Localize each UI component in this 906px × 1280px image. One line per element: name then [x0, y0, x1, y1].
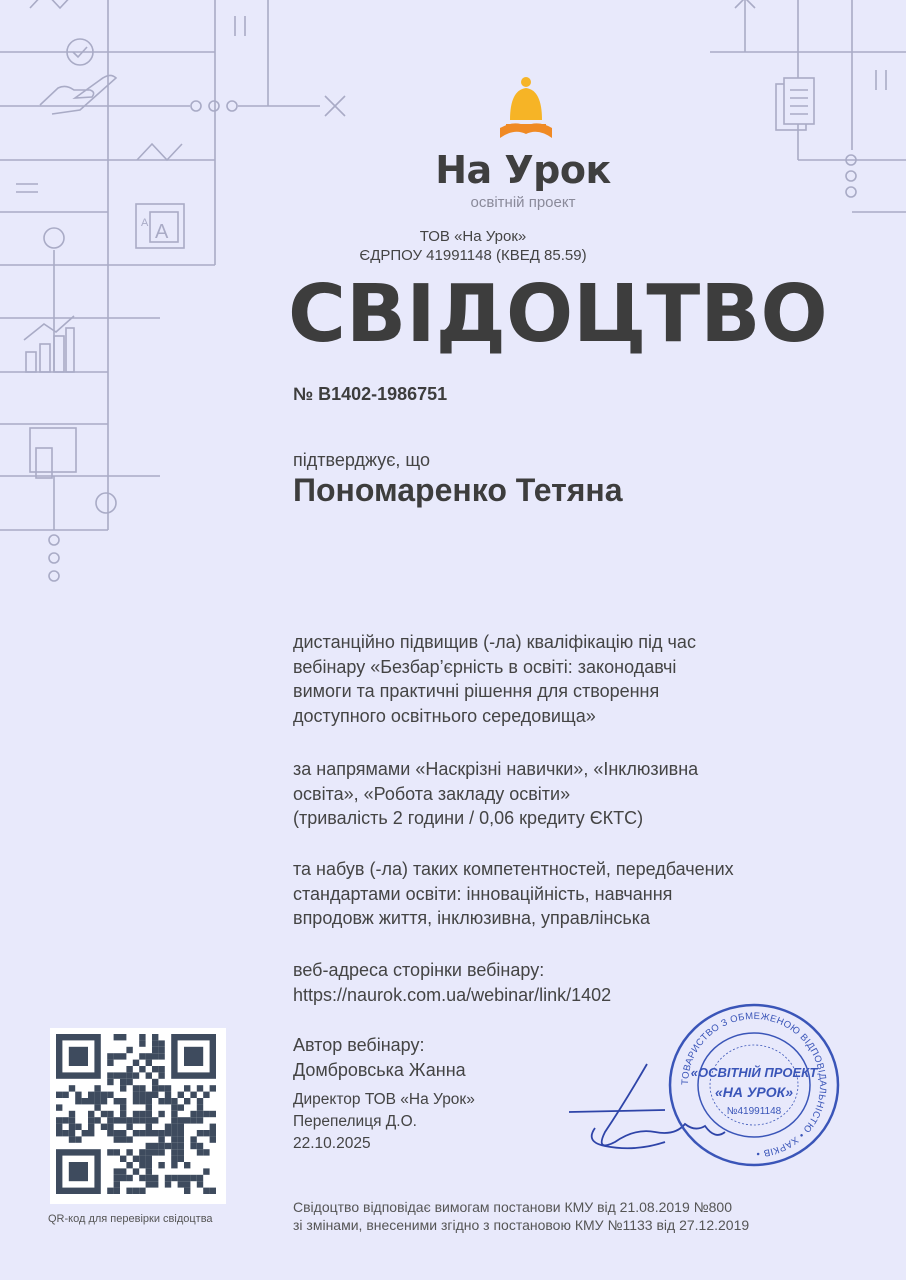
svg-text:A: A	[155, 221, 169, 243]
stamp-line1: «ОСВІТНІЙ ПРОЕКТ	[690, 1065, 818, 1080]
svg-text:A: A	[141, 217, 149, 229]
org-name: ТОВ «На Урок»	[419, 228, 527, 245]
certificate-title: СВІДОЦТВО	[288, 268, 828, 360]
director-label: Директор ТОВ «На Урок»	[293, 1091, 475, 1108]
stamp-code: №41991148	[726, 1106, 782, 1117]
competencies-paragraph: та набув (-ла) таких компетентностей, передбачених стандартами освіти: інноваційність, навчання впродовж життя, інклюзивна, управлінська	[293, 859, 734, 928]
webinar-url-label: веб-адреса сторінки вебінару:	[293, 960, 545, 980]
recipient-name: Пономаренко Тетяна	[293, 472, 623, 508]
org-registration: ЄДРПОУ 41991148 (КВЕД 85.59)	[359, 247, 587, 264]
stamp-ring-text: ТОВАРИСТВО З ОБМЕЖЕНОЮ ВІДПОВІДАЛЬНІСТЮ • ХАРКІВ •	[679, 1010, 829, 1159]
director-name: Перепелиця Д.О.	[293, 1113, 417, 1130]
verification-qr-code[interactable]	[50, 1028, 226, 1204]
qr-code-icon	[50, 1028, 226, 1204]
qualification-paragraph: дистанційно підвищив (-ла) кваліфікацію під час вебінару «Безбар’єрність в освіті: законодавчі вимоги та практичні рішення для створення доступного освітнього середовища»	[293, 632, 696, 726]
brand-name: На Урок	[435, 148, 611, 192]
brand-subtitle: освітній проект	[470, 194, 576, 211]
director-block	[293, 1089, 475, 1155]
issue-date: 22.10.2025	[293, 1135, 371, 1152]
qr-caption: QR-код для перевірки свідоцтва	[48, 1213, 213, 1225]
bell-book-logo-icon	[498, 76, 554, 144]
author-name: Домбровська Жанна	[293, 1059, 466, 1080]
certificate-number: № В1402-1986751	[293, 384, 448, 404]
webinar-url-link[interactable]: https://naurok.com.ua/webinar/link/1402	[293, 984, 612, 1005]
author-label: Автор вебінару:	[293, 1035, 425, 1055]
stamp-line2: «НА УРОК»	[715, 1084, 793, 1100]
confirms-text: підтверджує, що	[293, 450, 431, 470]
company-stamp-icon	[666, 1000, 842, 1170]
legal-footer: Свідоцтво відповідає вимогам постанови КМУ від 21.08.2019 №800 зі змінами, внесеними згідно з постановою КМУ №1133 від 27.12.2019	[293, 1199, 750, 1233]
directions-paragraph: за напрямами «Наскрізні навички», «Інклюзивна освіта», «Робота закладу освіти» (тривалість 2 години / 0,06 кредиту ЄКТС)	[293, 759, 699, 828]
